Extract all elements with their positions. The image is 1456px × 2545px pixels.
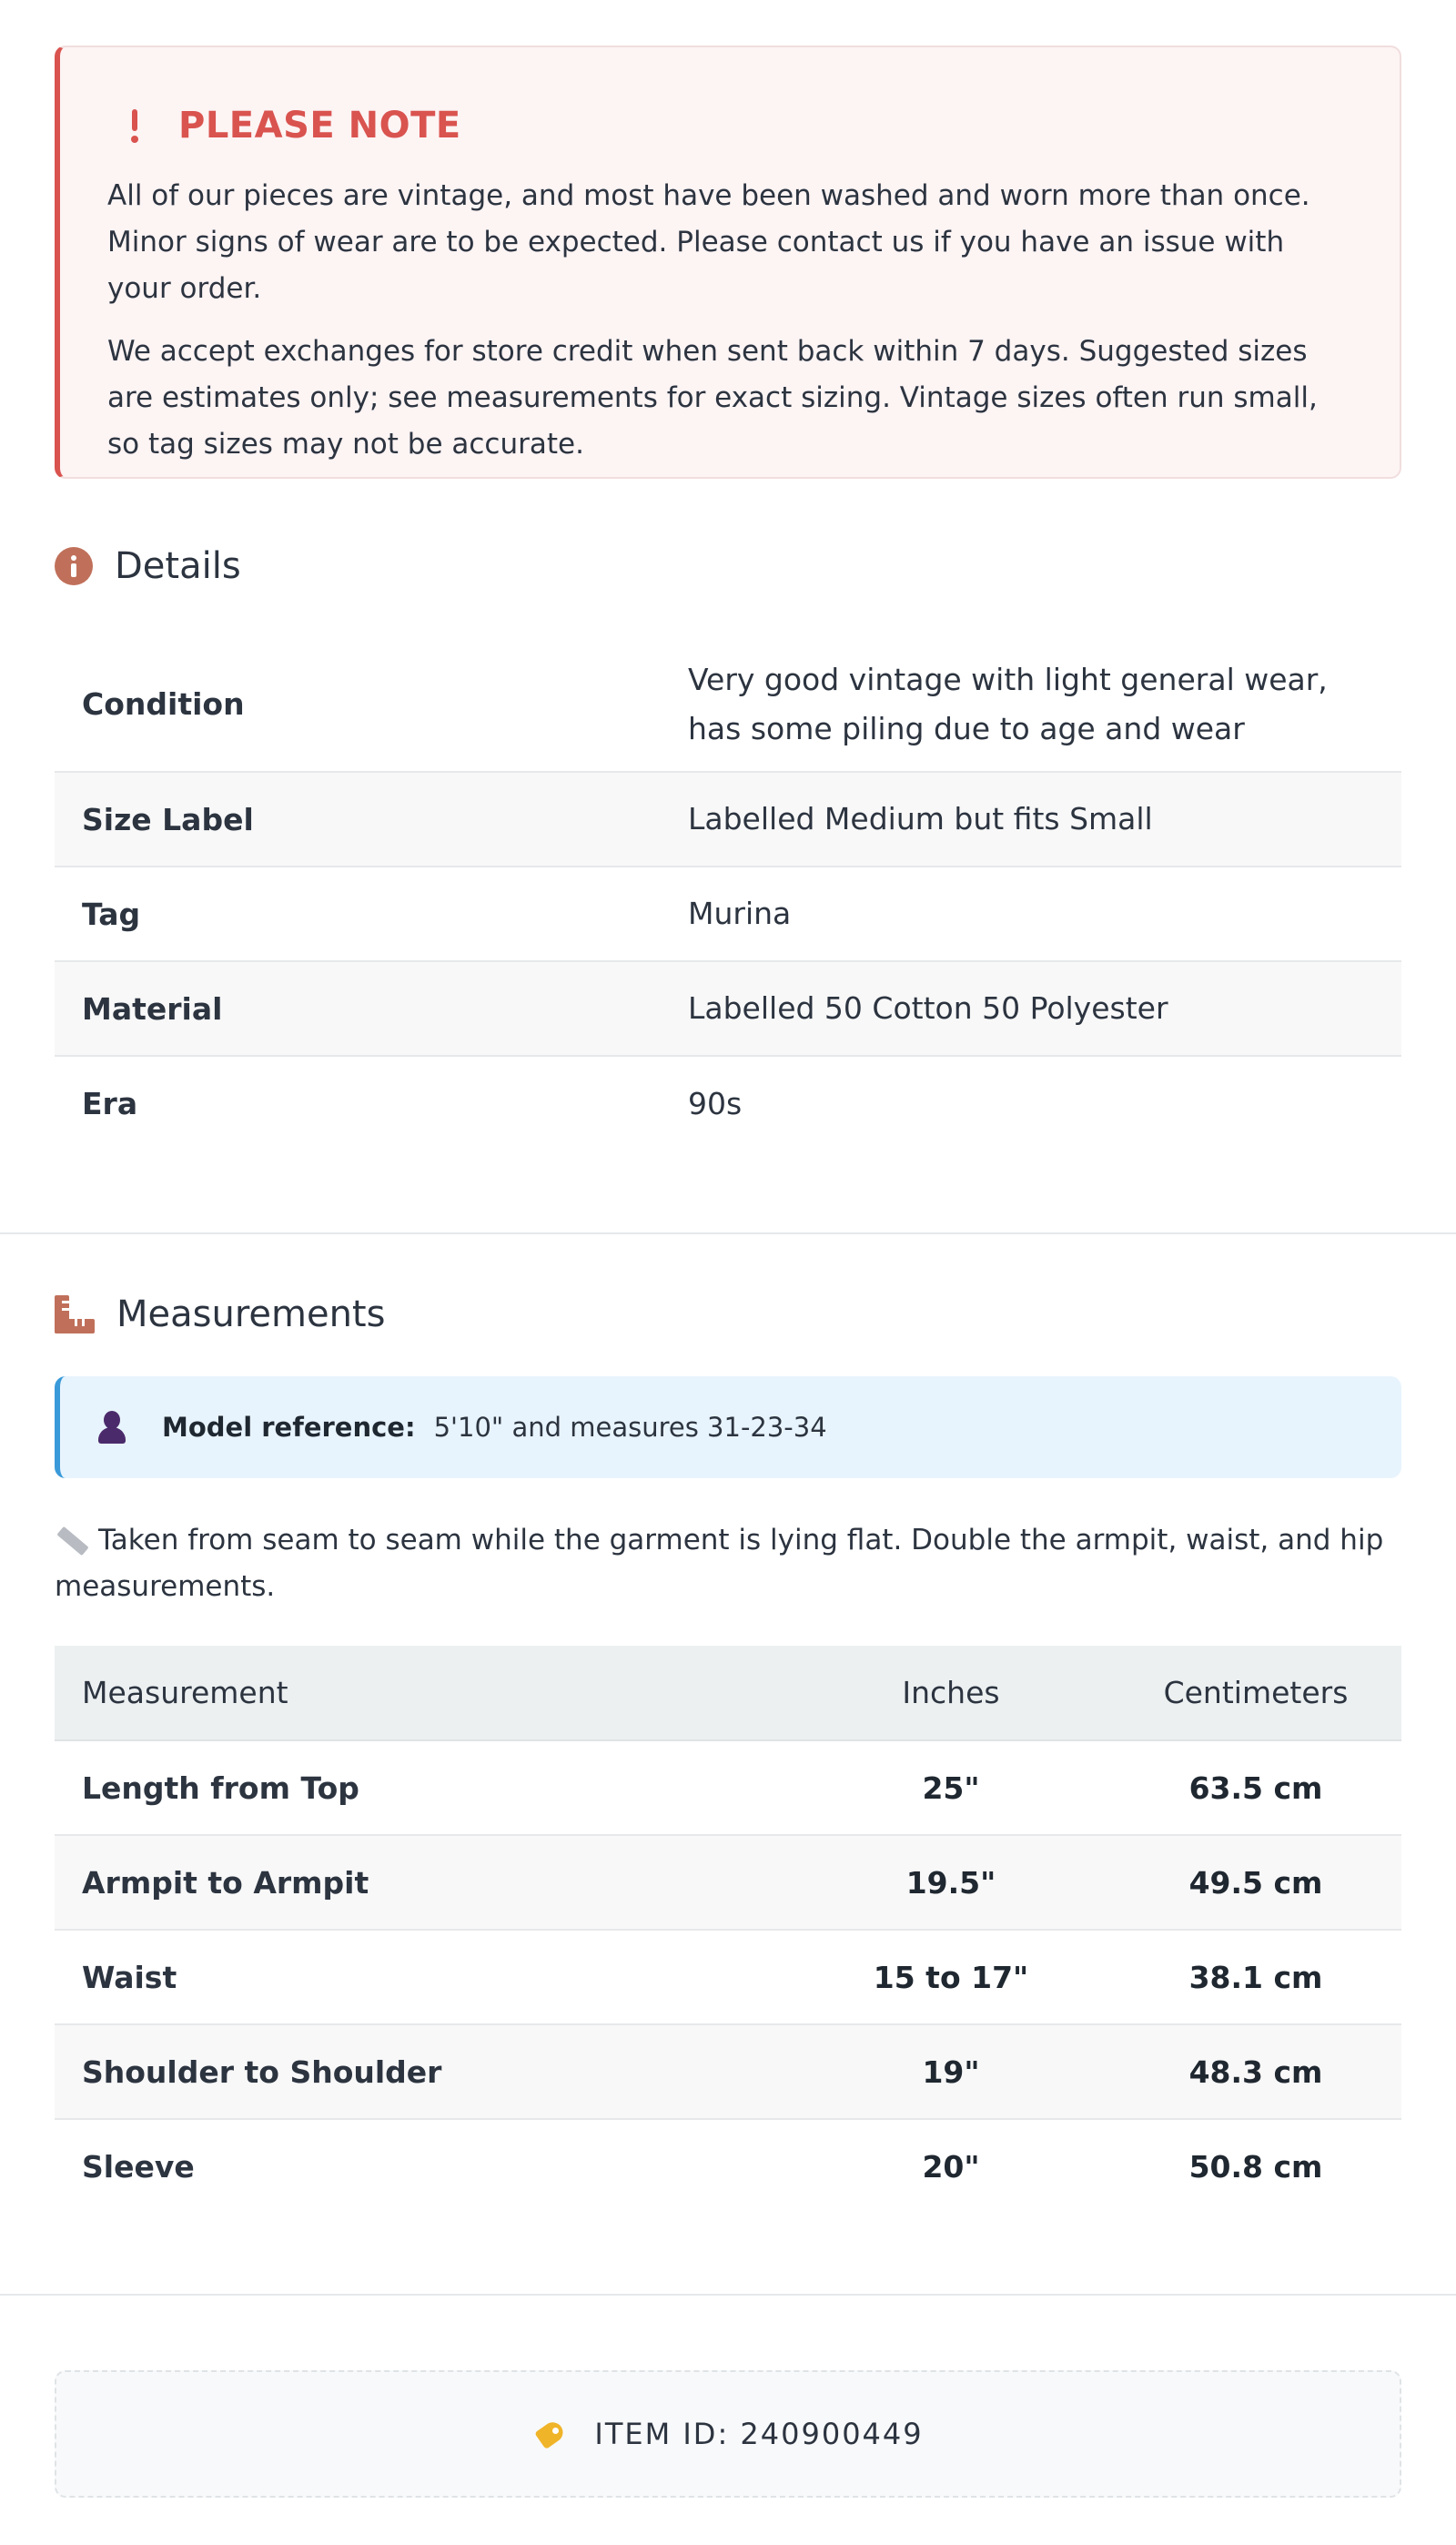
- measurement-inches: 19": [792, 2024, 1110, 2119]
- table-row: [55, 1740, 1401, 1835]
- measurement-name: Waist: [55, 1930, 792, 2024]
- section-divider: [0, 2294, 1456, 2296]
- detail-value: Very good vintage with light general wear, has some piling due to age and wear: [688, 661, 1328, 746]
- measurement-name: Length from Top: [55, 1740, 792, 1835]
- measurement-inches: 19.5": [792, 1835, 1110, 1930]
- detail-value: Murina: [688, 896, 792, 931]
- details-table: [55, 637, 1401, 1151]
- detail-label: Era: [82, 1086, 138, 1121]
- item-id: ITEM ID: 240900449: [594, 2417, 924, 2451]
- measurements-table: [55, 1646, 1401, 2214]
- measurement-inches: 25": [792, 1740, 1110, 1835]
- notice-box: [55, 46, 1401, 479]
- notice-paragraph: We accept exchanges for store credit when sent back within 7 days. Suggested sizes are estimates only; see measurements for exact sizing. Vintage sizes often run small, so tag sizes may not be accurate.: [107, 335, 1318, 461]
- section-divider: [0, 1232, 1456, 1234]
- column-header: Measurement: [55, 1646, 792, 1740]
- notice-title: PLEASE NOTE: [178, 105, 461, 147]
- measurement-note: [55, 1517, 1401, 1610]
- measurement-cm: 63.5 cm: [1110, 1740, 1401, 1835]
- model-reference-label: Model reference:: [162, 1412, 416, 1443]
- model-reference-value: 5'10" and measures 31-23-34: [433, 1412, 827, 1443]
- notice-paragraph: All of our pieces are vintage, and most have been washed and worn more than once. Minor signs of wear are to be expected. Please contact us if you have an issue with your order.: [107, 179, 1310, 305]
- exclamation-icon: [124, 107, 146, 144]
- measurement-note-text: Taken from seam to seam while the garment is lying flat. Double the armpit, waist, and hip measurements.: [55, 1524, 1384, 1603]
- detail-value: Labelled 50 Cotton 50 Polyester: [688, 990, 1168, 1026]
- measurement-cm: 48.3 cm: [1110, 2024, 1401, 2119]
- measurement-inches: 15 to 17": [792, 1930, 1110, 2024]
- details-title: Details: [115, 545, 241, 587]
- item-id-box: [55, 2370, 1401, 2498]
- table-row: [55, 961, 1401, 1056]
- table-row: [55, 772, 1401, 867]
- table-header-row: [55, 1646, 1401, 1740]
- column-header: Centimeters: [1110, 1646, 1401, 1740]
- table-row: [55, 637, 1401, 772]
- tag-icon: [532, 2418, 569, 2449]
- detail-value: 90s: [688, 1085, 743, 1121]
- ruler-icon: [55, 1295, 95, 1333]
- measurement-name: Armpit to Armpit: [55, 1835, 792, 1930]
- details-header: [55, 539, 241, 593]
- measurement-inches: 20": [922, 2149, 980, 2185]
- measurements-title: Measurements: [116, 1293, 386, 1335]
- table-row: [55, 867, 1401, 961]
- pencil-icon: [55, 1526, 86, 1553]
- table-row: [55, 1835, 1401, 1930]
- table-row: [55, 1930, 1401, 2024]
- measurement-cm: 38.1 cm: [1110, 1930, 1401, 2024]
- person-icon: [96, 1411, 127, 1444]
- table-row: [55, 1056, 1401, 1151]
- detail-label: Size Label: [82, 801, 254, 837]
- model-reference-box: [55, 1376, 1401, 1478]
- measurement-name: Shoulder to Shoulder: [55, 2024, 792, 2119]
- measurements-header: [55, 1287, 385, 1342]
- table-row: [55, 2024, 1401, 2119]
- measurement-cm: 49.5 cm: [1110, 1835, 1401, 1930]
- detail-value: Labelled Medium but fits Small: [688, 801, 1153, 837]
- measurement-name: Sleeve: [82, 2149, 195, 2185]
- column-header: Inches: [792, 1646, 1110, 1740]
- detail-label: Tag: [82, 896, 141, 932]
- detail-label: Condition: [82, 686, 245, 722]
- measurement-cm: 50.8 cm: [1188, 2149, 1323, 2185]
- table-row: [55, 2119, 1401, 2214]
- info-icon: [55, 547, 93, 585]
- notice-header: [107, 100, 1352, 151]
- detail-label: Material: [82, 990, 223, 1027]
